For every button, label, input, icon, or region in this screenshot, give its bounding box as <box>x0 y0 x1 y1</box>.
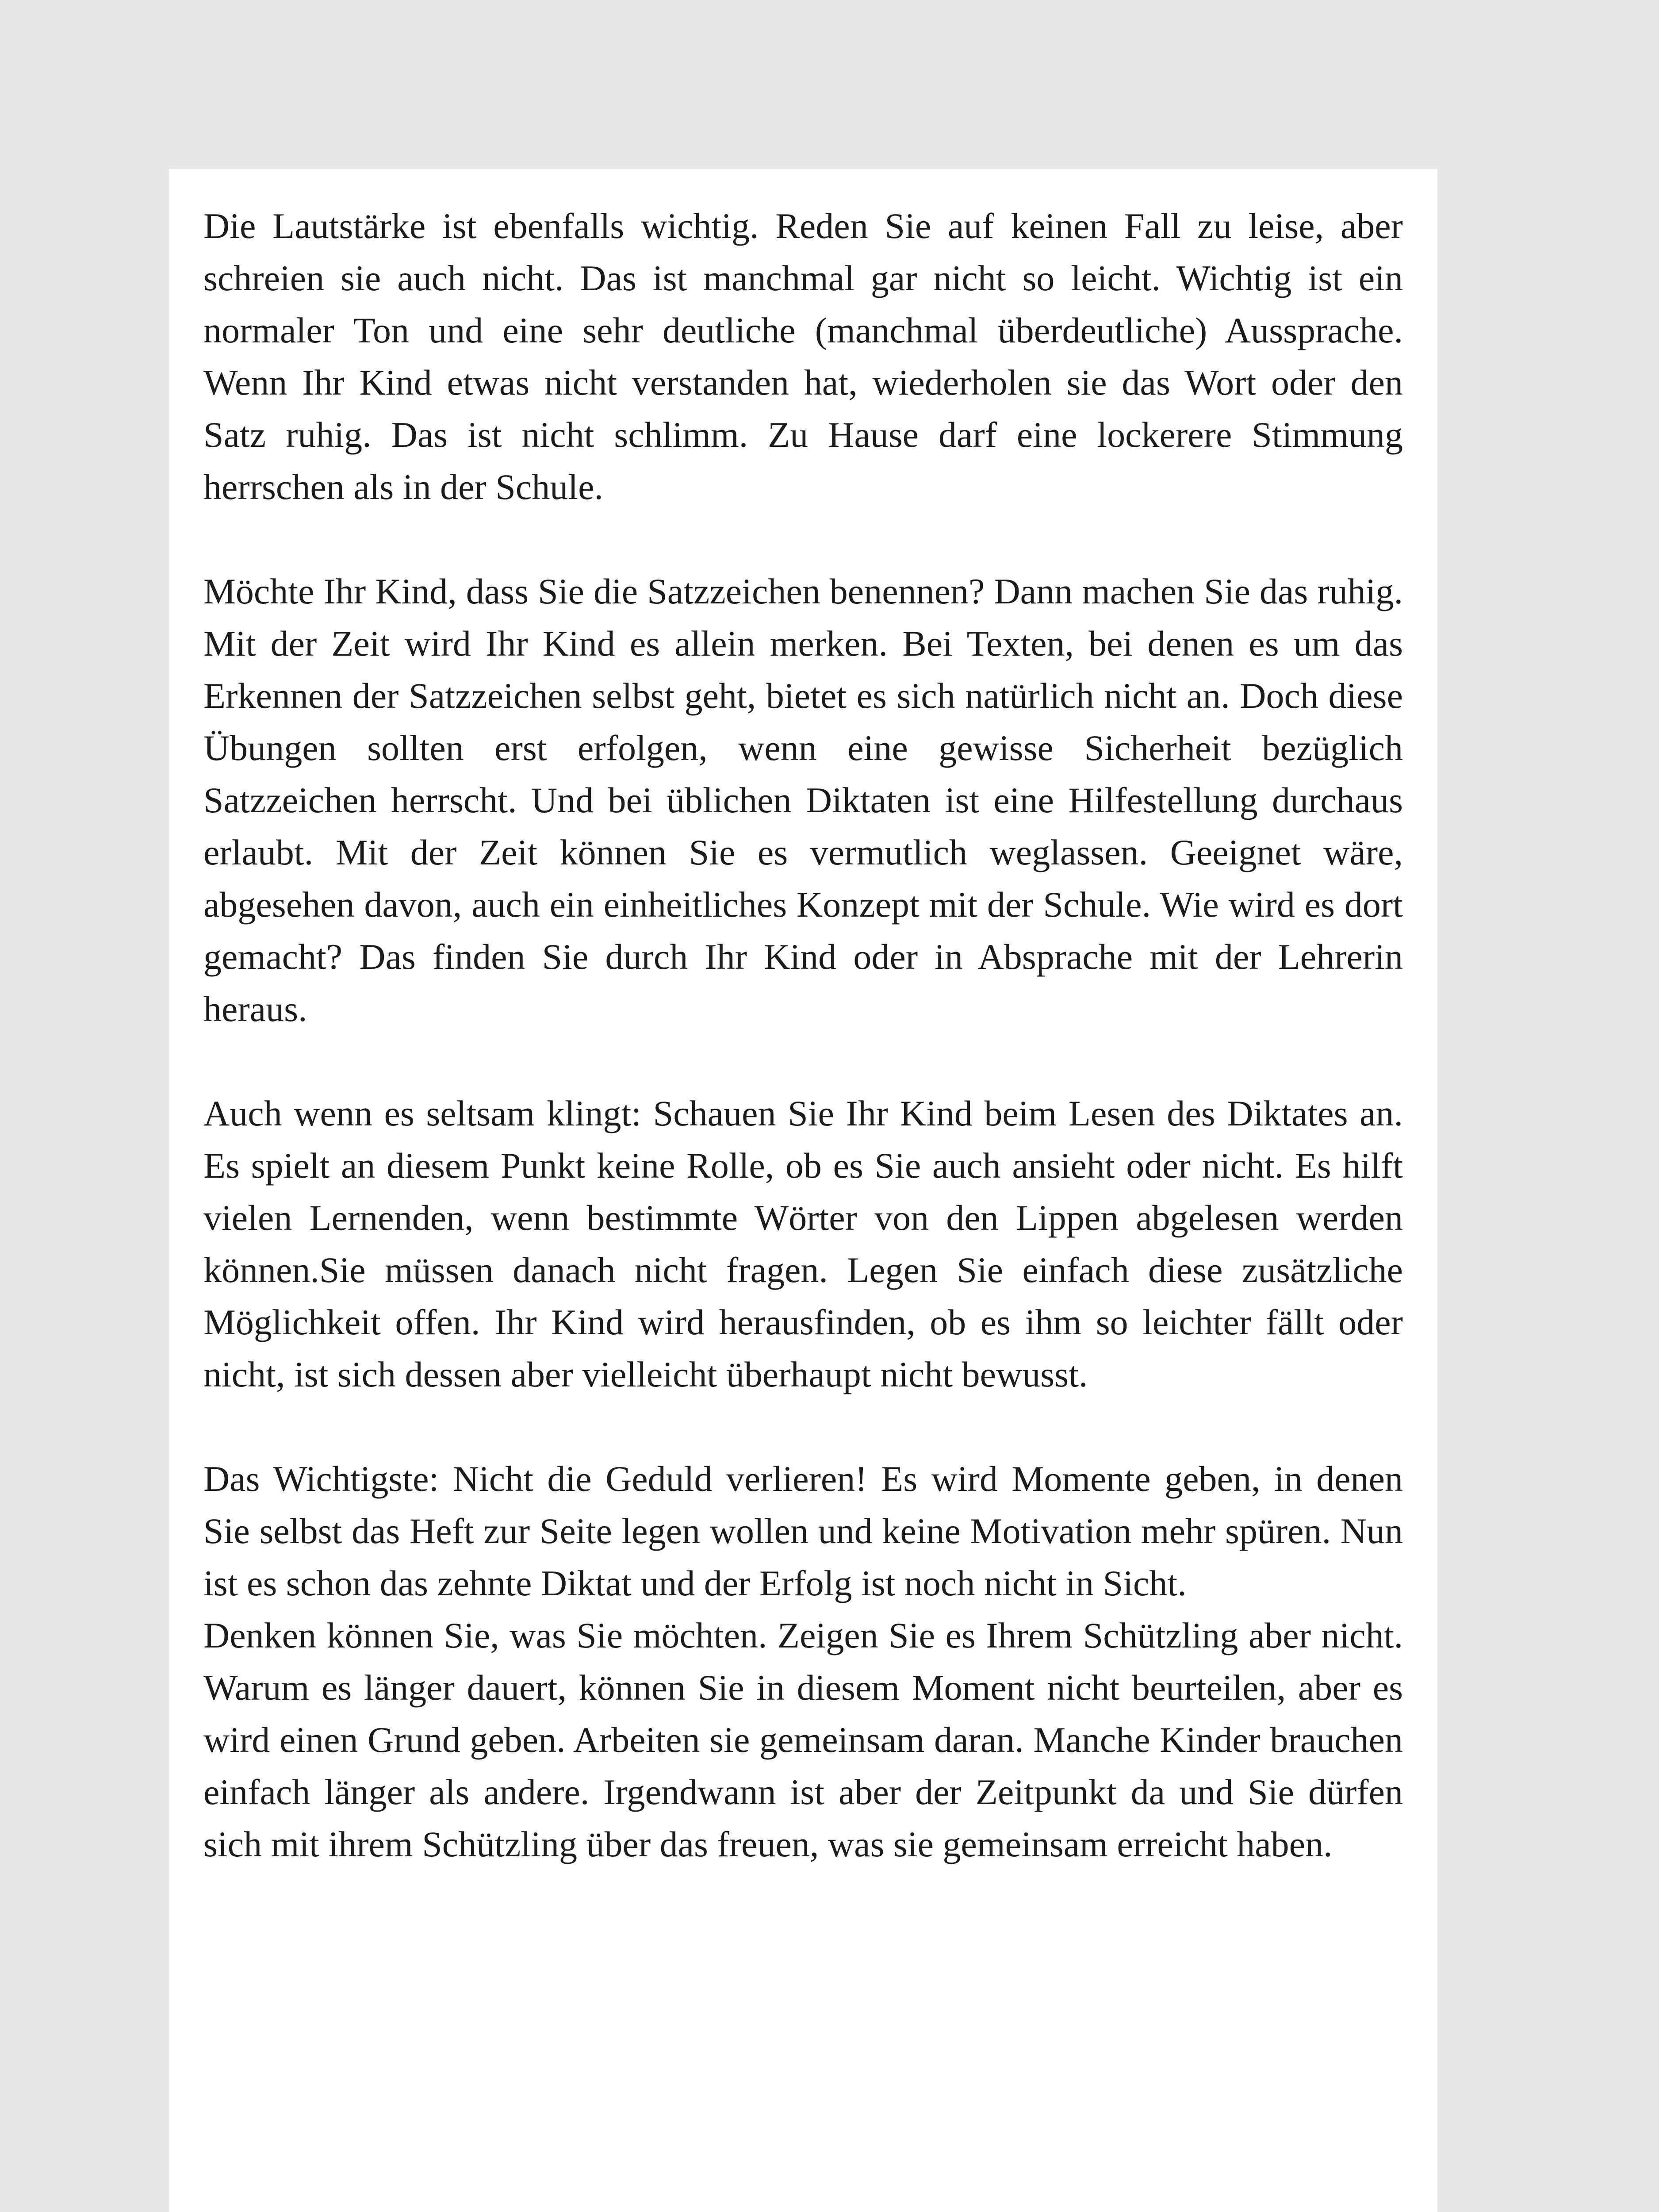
page-sheet <box>169 169 1437 2212</box>
body-text <box>203 200 1403 1870</box>
paragraph-volume: Die Lautstärke ist ebenfalls wichtig. Reden Sie auf keinen Fall zu leise, aber schreien sie auch nicht. Das ist manchmal gar nicht so leicht. Wichtig ist ein normaler Ton und eine sehr deutliche (manchmal überdeutliche) Aussprache. Wenn Ihr Kind etwas nicht verstanden hat, wiederholen sie das Wort oder den Satz ruhig. Das ist nicht schlimm. Zu Hause darf eine lockerere Stimmung herrschen als in der Schule. <box>203 206 1403 507</box>
paragraph-patience: Das Wichtigste: Nicht die Geduld verlieren! Es wird Momente geben, in denen Sie selbst das Heft zur Seite legen wollen und keine Motivation mehr spüren. Nun ist es schon das zehnte Diktat und der Erfolg ist noch nicht in Sicht. <box>203 1459 1403 1603</box>
paragraph-punctuation: Möchte Ihr Kind, dass Sie die Satzzeichen benennen? Dann machen Sie das ruhig. Mit der Zeit wird Ihr Kind es allein merken. Bei Texten, bei denen es um das Erkennen der Satzzeichen selbst geht, bietet es sich natürlich nicht an. Doch diese Übungen sollten erst erfolgen, wenn eine gewisse Sicherheit bezüglich Satzzeichen herrscht. Und bei üblichen Diktaten ist eine Hilfestellung durchaus erlaubt. Mit der Zeit können Sie es vermutlich weglassen. Geeignet wäre, abgesehen davon, auch ein einheitliches Konzept mit der Schule. Wie wird es dort gemacht? Das finden Sie durch Ihr Kind oder in Absprache mit der Lehrerin heraus. <box>203 571 1403 1029</box>
paragraph-encouragement: Denken können Sie, was Sie möchten. Zeigen Sie es Ihrem Schützling aber nicht. Warum es länger dauert, können Sie in diesem Moment nicht beurteilen, aber es wird einen Grund geben. Arbeiten sie gemeinsam daran. Manche Kinder brauchen einfach länger als andere. Irgendwann ist aber der Zeitpunkt da und Sie dürfen sich mit ihrem Schützling über das freuen, was sie gemeinsam erreicht haben. <box>203 1615 1403 1864</box>
paragraph-lip-reading: Auch wenn es seltsam klingt: Schauen Sie Ihr Kind beim Lesen des Diktates an. Es spielt an diesem Punkt keine Rolle, ob es Sie auch ansieht oder nicht. Es hilft vielen Lernenden, wenn bestimmte Wörter von den Lippen abgelesen werden können.Sie müssen danach nicht fragen. Legen Sie einfach diese zusätzliche Möglichkeit offen. Ihr Kind wird herausfinden, ob es ihm so leichter fällt oder nicht, ist sich dessen aber vielleicht überhaupt nicht bewusst. <box>203 1093 1403 1394</box>
